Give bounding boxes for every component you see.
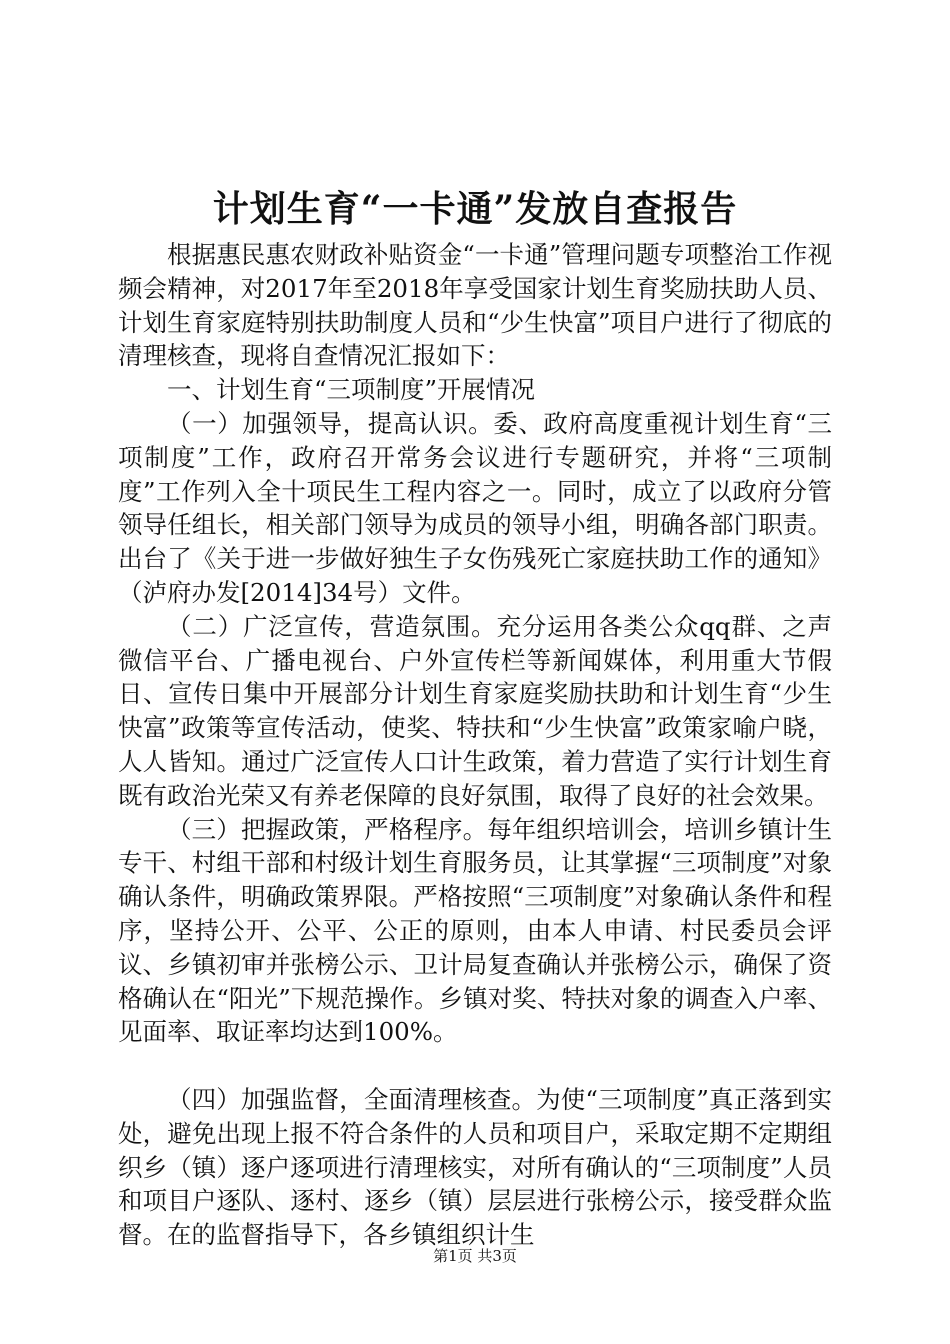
paragraph-publicity: （二）广泛宣传，营造氛围。充分运用各类公众qq群、之声微信平台、广播电视台、户外宣传栏等新闻媒体，利用重大节假日、宣传日集中开展部分计划生育家庭奖励扶助和计划生育“少生快富”政策等宣传活动，使奖、特扶和“少生快富”政策家喻户晓，人人皆知。通过广泛宣传人口计生政策，着力营造了实行计划生育既有政治光荣又有养老保障的良好氛围，取得了良好的社会效果。 [118, 611, 832, 810]
paragraph-policy: （三）把握政策，严格程序。每年组织培训会，培训乡镇计生专干、村组干部和村级计划生育服务员，让其掌握“三项制度”对象确认条件，明确政策界限。严格按照“三项制度”对象确认条件和程序，坚持公开、公平、公正的原则，由本人申请、村民委员会评议、乡镇初审并张榜公示、卫计局复查确认并张榜公示，确保了资格确认在“阳光”下规范操作。乡镇对奖、特扶对象的调查入户率、见面率、取证率均达到100%。 [118, 814, 832, 1047]
paragraph-supervision: （四）加强监督，全面清理核查。为使“三项制度”真正落到实处，避免出现上报不符合条件的人员和项目户，采取定期不定期组织乡（镇）逐户逐项进行清理核实，对所有确认的“三项制度”人员和项目户逐队、逐村、逐乡（镇）层层进行张榜公示，接受群众监督。在的监督指导下，各乡镇组织计生 [118, 1084, 832, 1250]
paragraph-intro: 根据惠民惠农财政补贴资金“一卡通”管理问题专项整治工作视频会精神，对2017年至2018年享受国家计划生育奖励扶助人员、计划生育家庭特别扶助制度人员和“少生快富”项目户进行了彻底的清理核查，现将自查情况汇报如下： [118, 240, 832, 371]
document-title: 计划生育“一卡通”发放自查报告 [212, 188, 738, 230]
page-footer: 第1页 共3页 [433, 1247, 517, 1265]
section-heading-1: 一、计划生育“三项制度”开展情况 [167, 375, 536, 405]
document-body [118, 238, 832, 1252]
blank-line [118, 1049, 832, 1083]
paragraph-leadership: （一）加强领导，提高认识。委、政府高度重视计划生育“三项制度”工作，政府召开常务会议进行专题研究，并将“三项制度”工作列入全十项民生工程内容之一。同时，成立了以政府分管领导任组长，相关部门领导为成员的领导小组，明确各部门职责。出台了《关于进一步做好独生子女伤残死亡家庭扶助工作的通知》（泸府办发[2014]34号）文件。 [118, 408, 832, 607]
